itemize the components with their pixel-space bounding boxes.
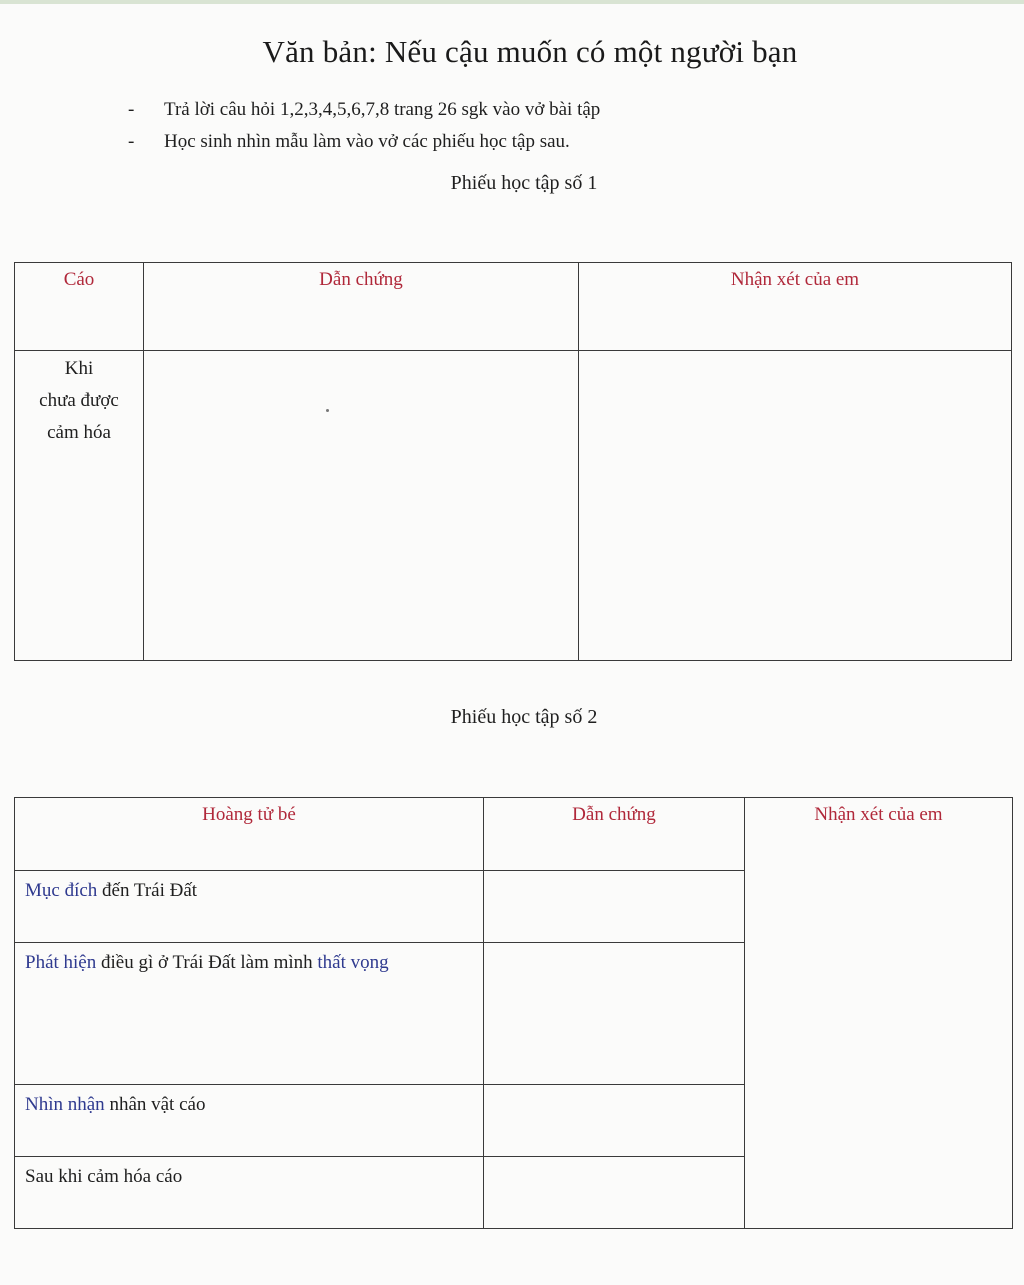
answer-cell-evidence[interactable] xyxy=(144,351,579,661)
row-label-purpose xyxy=(15,871,484,943)
row-label-line: chưa được xyxy=(39,390,119,411)
instruction-item xyxy=(128,94,600,126)
row-label-view-of-fox xyxy=(15,1085,484,1157)
instruction-text: Học sinh nhìn mẫu làm vào vở các phiếu học tập sau. xyxy=(164,131,570,152)
row-label-highlight: Mục đích xyxy=(25,880,98,901)
header-comment: Nhận xét của em xyxy=(579,263,1012,351)
answer-cell-comment[interactable] xyxy=(579,351,1012,661)
worksheet-2-table xyxy=(14,797,1013,1229)
stray-mark xyxy=(326,409,329,412)
header-evidence: Dẫn chứng xyxy=(144,263,579,351)
worksheet-1-title: Phiếu học tập số 1 xyxy=(450,172,598,194)
table-header-row xyxy=(15,263,1012,351)
row-label-disappointment xyxy=(15,943,484,1085)
row-label-text: điều gì ở Trái Đất làm mình xyxy=(96,952,318,973)
instruction-list xyxy=(128,94,600,158)
answer-cell-evidence[interactable] xyxy=(484,943,745,1085)
instruction-item xyxy=(128,126,600,158)
top-border-strip xyxy=(0,0,1024,4)
row-label-highlight: Phát hiện xyxy=(25,952,97,973)
bullet-dash: - xyxy=(128,99,135,120)
header-little-prince: Hoàng tử bé xyxy=(15,798,484,871)
header-evidence: Dẫn chứng xyxy=(484,798,745,871)
header-cao: Cáo xyxy=(15,263,144,351)
row-label-line: Khi xyxy=(64,358,94,379)
bullet-dash: - xyxy=(128,131,135,152)
row-label-before-tamed xyxy=(15,351,144,661)
table-row xyxy=(15,351,1012,661)
row-label-text: Sau khi cảm hóa cáo xyxy=(25,1166,183,1187)
header-comment: Nhận xét của em xyxy=(745,798,1013,1229)
instruction-text: Trả lời câu hỏi 1,2,3,4,5,6,7,8 trang 26 sgk vào vở bài tập xyxy=(164,99,601,120)
document-title: Văn bản: Nếu cậu muốn có một người bạn xyxy=(262,34,798,69)
answer-cell-evidence[interactable] xyxy=(484,871,745,943)
worksheet-2-title: Phiếu học tập số 2 xyxy=(450,706,598,728)
row-label-highlight: thất vọng xyxy=(317,952,389,973)
table-header-row xyxy=(15,798,1013,871)
answer-cell-evidence[interactable] xyxy=(484,1157,745,1229)
worksheet-1-table xyxy=(14,262,1012,661)
row-label-line: cảm hóa xyxy=(47,422,111,443)
row-label-text: nhân vật cáo xyxy=(104,1094,206,1115)
row-label-text: đến Trái Đất xyxy=(97,880,198,901)
answer-cell-evidence[interactable] xyxy=(484,1085,745,1157)
row-label-after-taming xyxy=(15,1157,484,1229)
row-label-highlight: Nhìn nhận xyxy=(25,1094,105,1115)
